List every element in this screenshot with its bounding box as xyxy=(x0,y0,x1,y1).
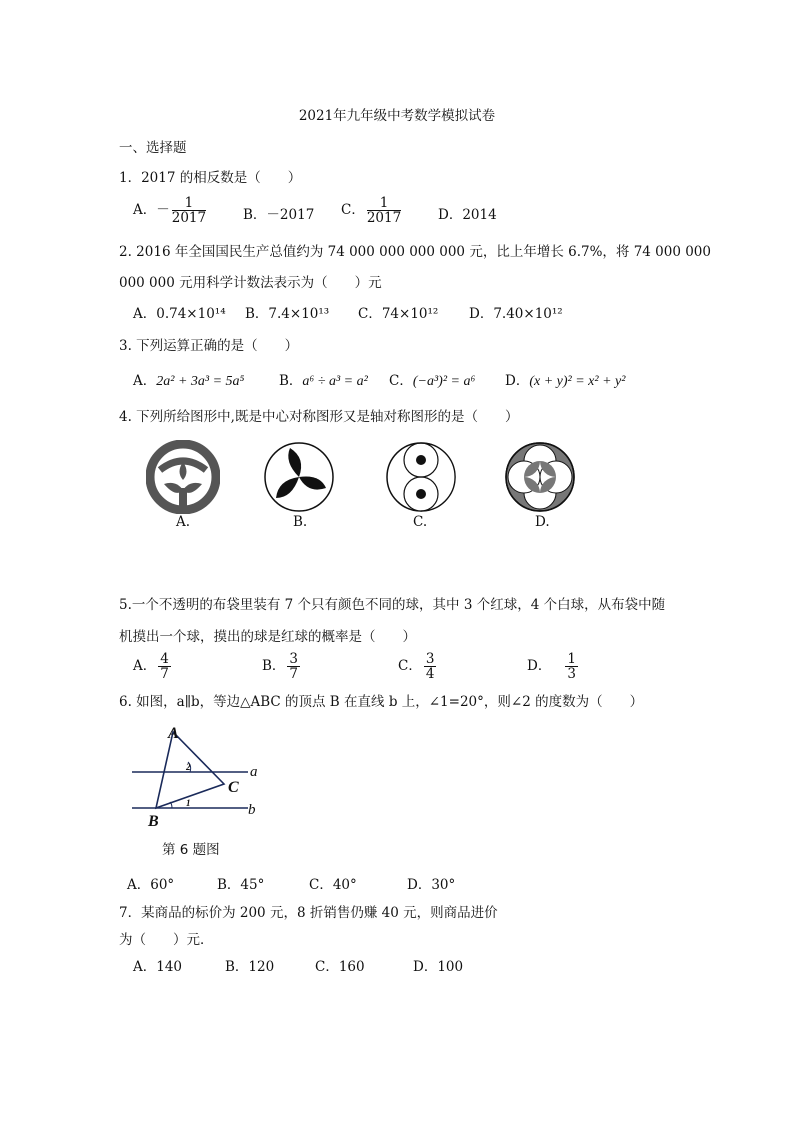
q6-stem: 6. 如图，a∥b，等边△ABC 的顶点 B 在直线 b 上，∠1=20°，则∠2 的度数为（ ） xyxy=(119,694,644,710)
q5-c-numerator: 3 xyxy=(425,651,435,667)
q4-figure-c-yin-yang-icon xyxy=(384,440,458,514)
q5-d-numerator: 1 xyxy=(567,651,576,667)
q5-b-label: B． xyxy=(262,658,286,675)
q7-stem-line1: 7．某商品的标价为 200 元，8 折销售仍赚 40 元，则商品进价 xyxy=(119,905,498,921)
q6-label-line-b: b xyxy=(248,802,256,818)
q7-option-b: B．120 xyxy=(225,959,275,975)
q5-b-numerator: 3 xyxy=(289,651,299,667)
q6-figure-caption: 第 6 题图 xyxy=(162,842,220,858)
q5-c-fraction xyxy=(424,652,437,681)
q3-option-d xyxy=(505,369,625,390)
q5-option-d xyxy=(527,652,580,681)
q2-option-a: A．0.74×10¹⁴ xyxy=(133,306,226,322)
q4-stem: 4. 下列所给图形中,既是中心对称图形又是轴对称图形的是（ ） xyxy=(119,409,519,425)
q1-c-numerator: 1 xyxy=(367,196,401,211)
q6-option-a: A．60° xyxy=(127,877,175,893)
q6-option-d: D．30° xyxy=(407,877,456,893)
q6-vertex-a: A xyxy=(168,725,179,742)
q5-b-fraction xyxy=(287,652,300,681)
q4-label-a: A. xyxy=(176,514,191,530)
q4-figure-b-propeller-icon xyxy=(262,440,336,514)
q5-a-label: A． xyxy=(133,658,157,675)
q1-c-label: C． xyxy=(341,202,365,219)
q4-figure-a-logo-icon xyxy=(146,440,220,514)
q7-option-a: A．140 xyxy=(133,959,183,975)
q2-option-d: D．7.40×10¹² xyxy=(469,306,563,322)
q7-option-c: C．160 xyxy=(315,959,365,975)
q3-d-label: D． xyxy=(505,373,530,389)
q7-option-d: D．100 xyxy=(413,959,464,975)
q3-b-expression: a⁶ ÷ a³ = a² xyxy=(302,374,368,389)
q4-figure-d-four-petal-icon xyxy=(503,440,577,514)
q3-option-b xyxy=(279,369,368,390)
q4-label-c: C. xyxy=(413,514,428,530)
q6-figure xyxy=(128,718,268,830)
q5-option-a xyxy=(133,652,173,681)
q6-label-line-a: a xyxy=(250,764,258,780)
q3-a-expression: 2a² + 3a³ = 5a⁵ xyxy=(156,374,245,389)
q1-a-denominator: 2017 xyxy=(171,210,207,227)
q6-vertex-c: C xyxy=(228,779,239,796)
q7-stem-line2: 为（ ）元． xyxy=(119,932,214,948)
q5-a-numerator: 4 xyxy=(160,651,169,667)
q6-option-c: C．40° xyxy=(309,877,357,893)
q1-option-a xyxy=(133,196,208,225)
q1-a-label: A．－ xyxy=(133,202,170,219)
q1-stem: 1．2017 的相反数是（ ） xyxy=(119,170,302,186)
q5-a-fraction xyxy=(158,652,171,681)
q3-option-c xyxy=(389,369,475,390)
q1-option-b: B．－2017 xyxy=(243,207,315,223)
q6-angle-2-label: 2 xyxy=(186,762,191,772)
q1-c-denominator: 2017 xyxy=(366,210,402,227)
q6-option-b: B．45° xyxy=(217,877,265,893)
q2-stem-line2: 000 000 元用科学计数法表示为（ ）元 xyxy=(119,275,382,291)
q3-b-label: B． xyxy=(279,373,303,389)
q5-option-b xyxy=(262,652,302,681)
q5-d-fraction xyxy=(565,652,578,681)
q3-d-expression: (x + y)² = x² + y² xyxy=(529,374,626,389)
q1-a-fraction xyxy=(172,196,206,225)
q6-vertex-b: B xyxy=(148,813,159,830)
q5-d-label: D． xyxy=(527,658,552,675)
q5-stem-line2: 机摸出一个球，摸出的球是红球的概率是（ ） xyxy=(119,629,416,645)
q1-option-c xyxy=(341,196,403,225)
section-heading: 一、选择题 xyxy=(119,140,187,156)
q2-option-c: C．74×10¹² xyxy=(358,306,439,322)
q2-stem-line1: 2. 2016 年全国国民生产总值约为 74 000 000 000 000 元，比上年增长 6.7%，将 74 000 000 xyxy=(119,244,711,260)
q5-b-denominator: 7 xyxy=(289,666,299,683)
q3-stem: 3. 下列运算正确的是（ ） xyxy=(119,338,299,354)
q3-option-a xyxy=(133,369,244,390)
q6-angle-1-label: 1 xyxy=(186,798,191,808)
q5-c-denominator: 4 xyxy=(425,666,435,683)
q1-option-d: D．2014 xyxy=(438,207,497,223)
q5-a-denominator: 7 xyxy=(160,666,169,683)
q5-c-label: C． xyxy=(398,658,422,675)
q5-d-denominator: 3 xyxy=(567,666,576,683)
page-title: 2021年九年级中考数学模拟试卷 xyxy=(298,108,496,124)
q2-option-b: B．7.4×10¹³ xyxy=(245,306,330,322)
q1-c-fraction xyxy=(367,196,401,225)
q1-a-numerator: 1 xyxy=(172,196,206,211)
q3-a-label: A． xyxy=(133,373,157,389)
q3-c-label: C． xyxy=(389,373,413,389)
q3-c-expression: (−a³)² = a⁶ xyxy=(412,374,476,389)
q4-label-d: D. xyxy=(535,514,550,530)
q4-label-b: B. xyxy=(293,514,308,530)
q5-option-c xyxy=(398,652,438,681)
q5-stem-line1: 5.一个不透明的布袋里装有 7 个只有颜色不同的球，其中 3 个红球，4 个白球，从布袋中随 xyxy=(119,597,666,613)
